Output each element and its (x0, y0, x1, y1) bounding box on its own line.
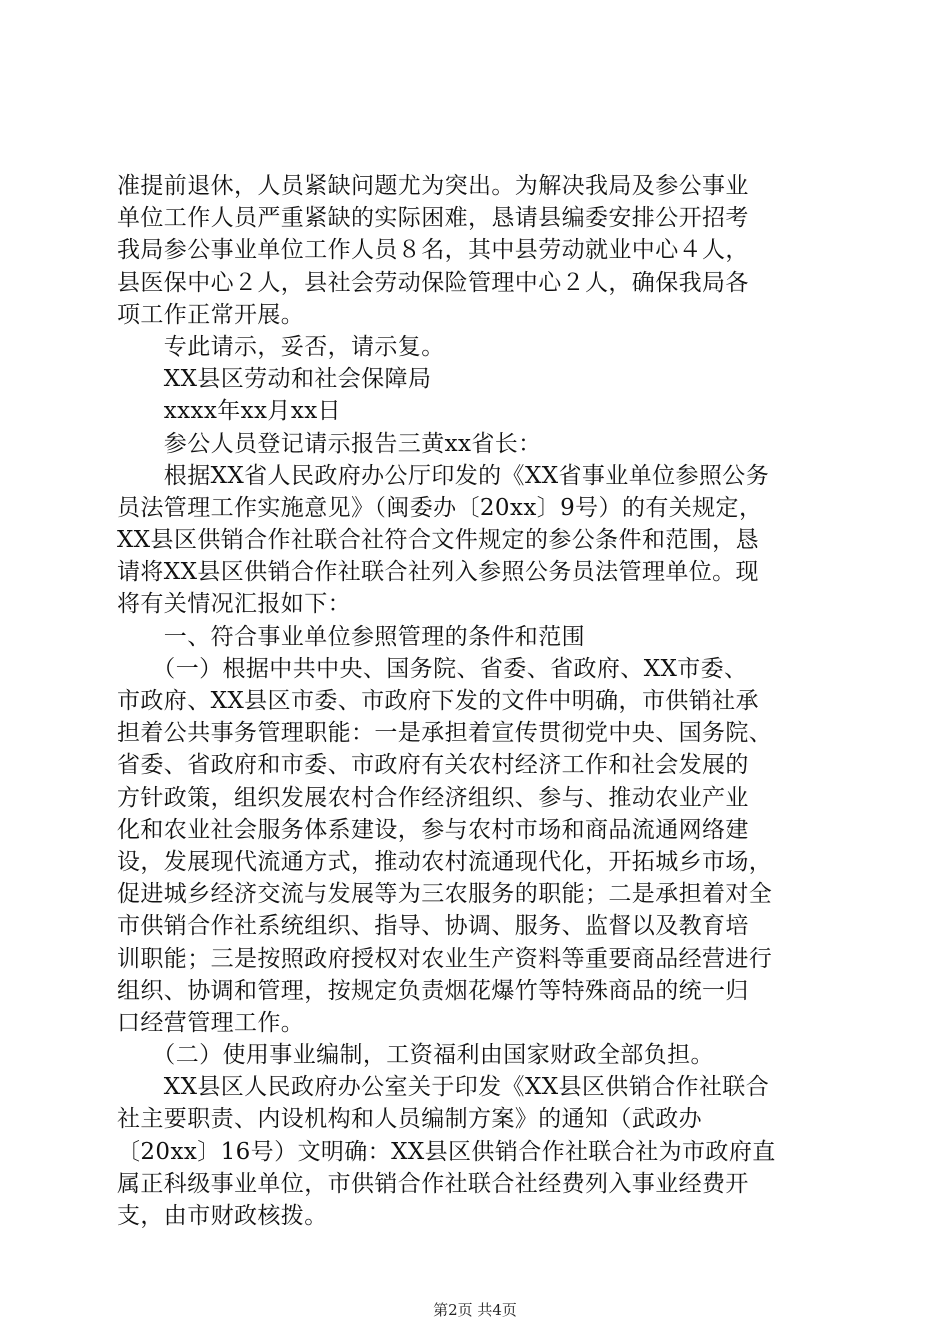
text-line: 项工作正常开展。 (117, 301, 305, 328)
text-line: 一、符合事业单位参照管理的条件和范围 (117, 623, 585, 650)
text-line: 方针政策，组织发展农村合作经济组织、参与、推动农业产业 (117, 784, 749, 811)
text-line: 组织、协调和管理，按规定负责烟花爆竹等特殊商品的统一归 (117, 977, 749, 1004)
text-line: 担着公共事务管理职能：一是承担着宣传贯彻党中央、国务院、 (117, 720, 773, 747)
text-line: 训职能；三是按照政府授权对农业生产资料等重要商品经营进行 (117, 945, 773, 972)
text-line: 准提前退休，人员紧缺问题尤为突出。为解决我局及参公事业 (117, 173, 749, 199)
text-line: xxxx年xx月xx日 (117, 398, 341, 425)
text-line: 设，发展现代流通方式，推动农村流通现代化，开拓城乡市场， (117, 848, 773, 875)
text-line: 市政府、XX县区市委、市政府下发的文件中明确，市供销社承 (117, 688, 759, 714)
text-line: （一）根据中共中央、国务院、省委、省政府、XX市委、 (117, 655, 748, 682)
text-line: 我局参公事业单位工作人员８名，其中县劳动就业中心４人， (117, 237, 749, 264)
text-line: 将有关情况汇报如下： (117, 591, 351, 618)
text-line: 属正科级事业单位，市供销合作社联合社经费列入事业经费开 (117, 1170, 749, 1197)
text-line: 口经营管理工作。 (117, 1009, 305, 1036)
text-line: 参公人员登记请示报告三黄xx省长： (117, 430, 542, 457)
text-line: 请将XX县区供销合作社联合社列入参照公务员法管理单位。现 (117, 559, 759, 586)
text-line: 化和农业社会服务体系建设，参与农村市场和商品流通网络建 (117, 816, 749, 843)
text-line: XX县区供销合作社联合社符合文件规定的参公条件和范围，恳 (117, 527, 759, 554)
text-line: 专此请示，妥否，请示复。 (117, 333, 445, 360)
text-line: （二）使用事业编制，工资福利由国家财政全部负担。 (117, 1042, 714, 1069)
text-line: 根据XX省人民政府办公厅印发的《XX省事业单位参照公务 (117, 462, 770, 489)
document-body (117, 170, 837, 1232)
text-line: 单位工作人员严重紧缺的实际困难，恳请县编委安排公开招考 (117, 205, 749, 232)
text-line: XX县区人民政府办公室关于印发《XX县区供销合作社联合 (117, 1074, 770, 1101)
text-line: 支，由市财政核拨。 (117, 1203, 328, 1229)
text-line: 省委、省政府和市委、市政府有关农村经济工作和社会发展的 (117, 752, 749, 779)
text-line: 促进城乡经济交流与发展等为三农服务的职能；二是承担着对全 (117, 881, 773, 908)
text-line: 市供销合作社系统组织、指导、协调、服务、监督以及教育培 (117, 913, 749, 940)
text-line: 员法管理工作实施意见》（闽委办〔20xx〕9号）的有关规定， (117, 494, 763, 521)
text-line: 社主要职责、内设机构和人员编制方案》的通知（武政办 (117, 1106, 702, 1133)
text-line: XX县区劳动和社会保障局 (117, 366, 432, 393)
text-line: 县医保中心２人，县社会劳动保险管理中心２人，确保我局各 (117, 269, 749, 296)
text-line: 〔20xx〕16号）文明确：XX县区供销合作社联合社为市政府直 (117, 1138, 776, 1165)
page-footer: 第2页 共4页 (433, 1301, 517, 1319)
